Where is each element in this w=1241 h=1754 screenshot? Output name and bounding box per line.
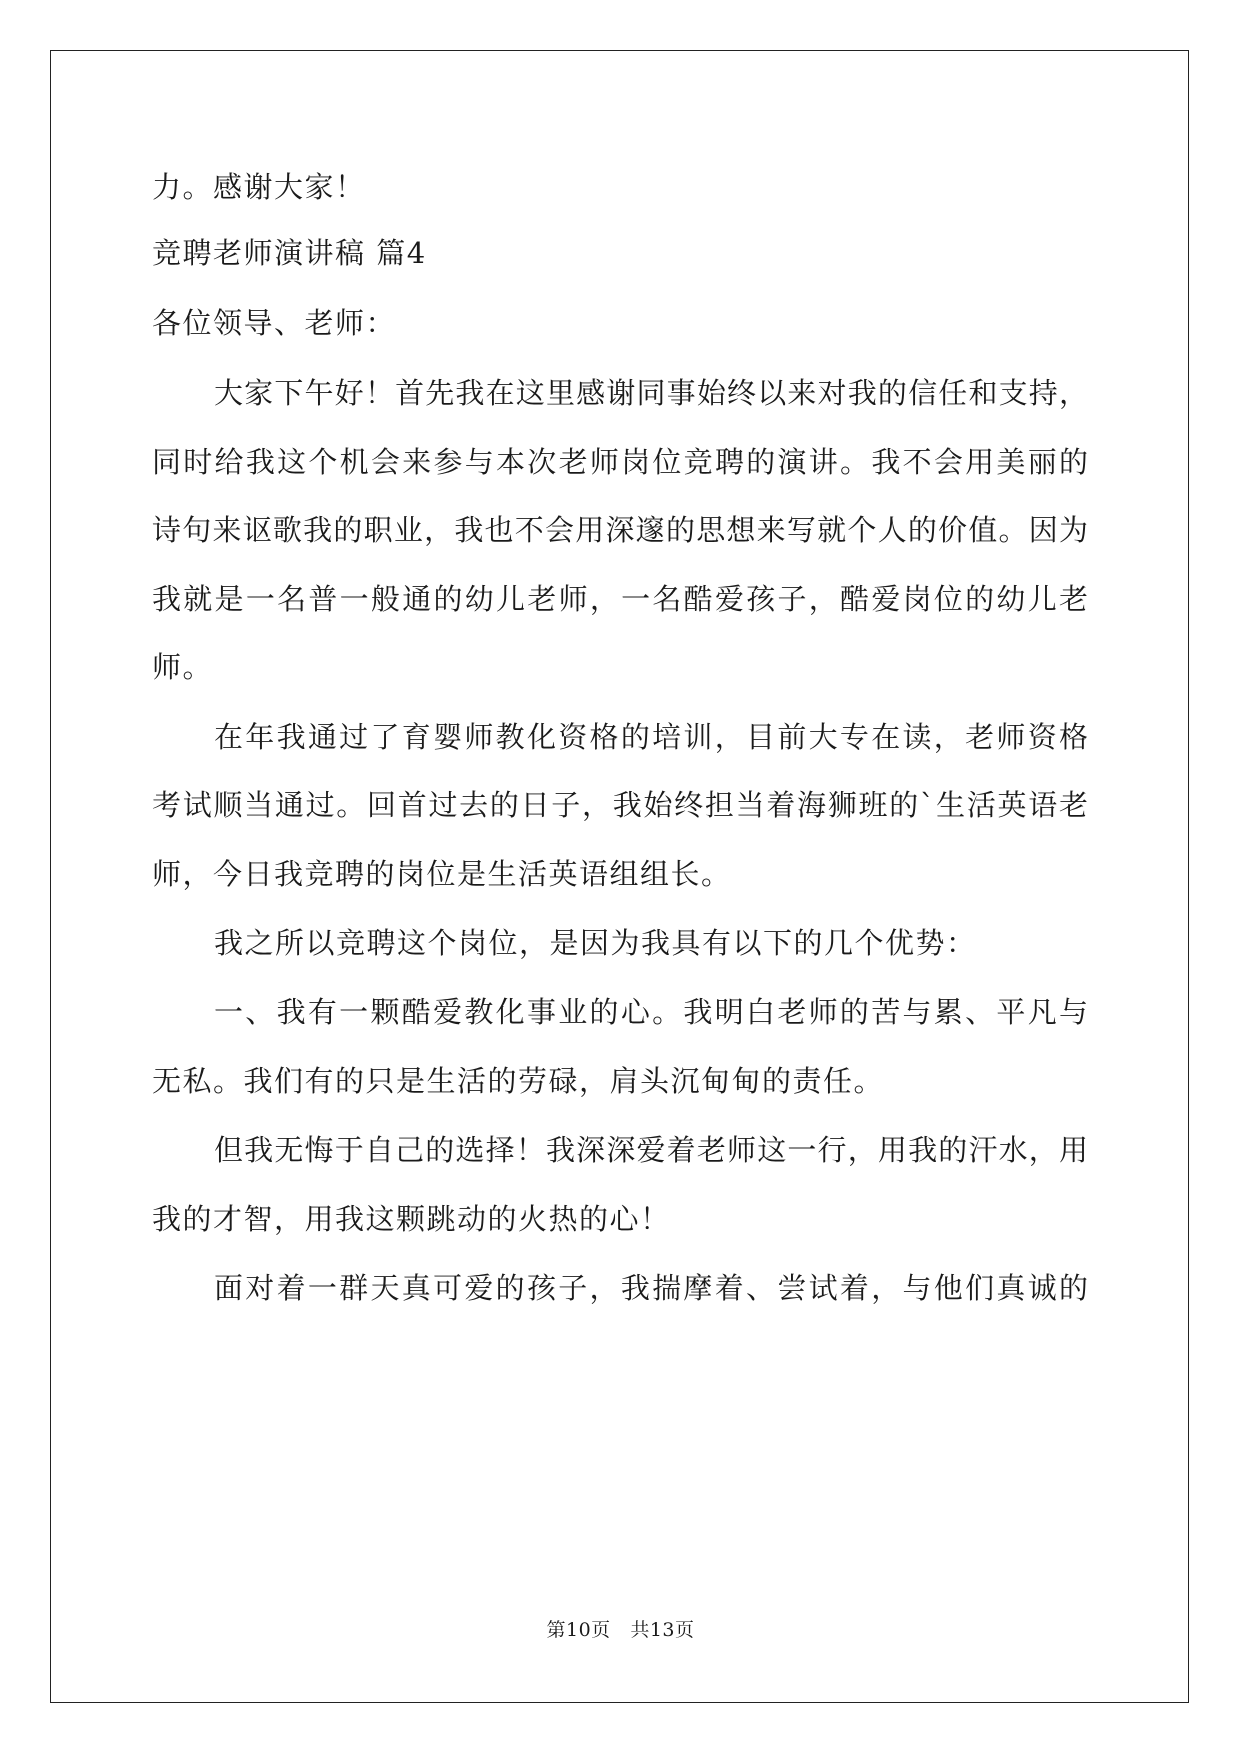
paragraph-line: 在年我通过了育婴师教化资格的培训，目前大专在读，老师资格 [214, 720, 1088, 754]
paragraph-line: 同时给我这个机会来参与本次老师岗位竞聘的演讲。我不会用美丽的 [152, 445, 1088, 479]
salutation: 各位领导、老师： [152, 306, 397, 340]
paragraph-line: 我之所以竞聘这个岗位，是因为我具有以下的几个优势： [214, 926, 977, 960]
paragraph-line: 力。感谢大家！ [152, 170, 366, 204]
paragraph-line: 一、我有一颗酷爱教化事业的心。我明白老师的苦与累、平凡与 [214, 995, 1088, 1029]
paragraph-line: 但我无悔于自己的选择！我深深爱着老师这一行，用我的汗水，用 [214, 1133, 1088, 1167]
paragraph-line: 无私。我们有的只是生活的劳碌，肩头沉甸甸的责任。 [152, 1064, 885, 1098]
page-number: 第10页 [546, 1619, 611, 1641]
page-total: 共13页 [630, 1619, 695, 1641]
page-footer [0, 1618, 1241, 1642]
paragraph-line: 诗句来讴歌我的职业，我也不会用深邃的思想来写就个人的价值。因为 [152, 513, 1088, 547]
paragraph-line: 师。 [152, 650, 214, 684]
paragraph-line: 师，今日我竞聘的岗位是生活英语组组长。 [152, 857, 732, 891]
paragraph-line: 大家下午好！首先我在这里感谢同事始终以来对我的信任和支持， [214, 376, 1088, 410]
paragraph-line: 我的才智，用我这颗跳动的火热的心！ [152, 1202, 671, 1236]
paragraph-line: 面对着一群天真可爱的孩子，我揣摩着、尝试着，与他们真诚的 [214, 1271, 1088, 1305]
section-heading: 竞聘老师演讲稿 篇4 [152, 236, 427, 270]
paragraph-line: 我就是一名普一般通的幼儿老师，一名酷爱孩子，酷爱岗位的幼儿老 [152, 582, 1088, 616]
paragraph-line: 考试顺当通过。回首过去的日子，我始终担当着海狮班的`生活英语老 [152, 788, 1088, 822]
